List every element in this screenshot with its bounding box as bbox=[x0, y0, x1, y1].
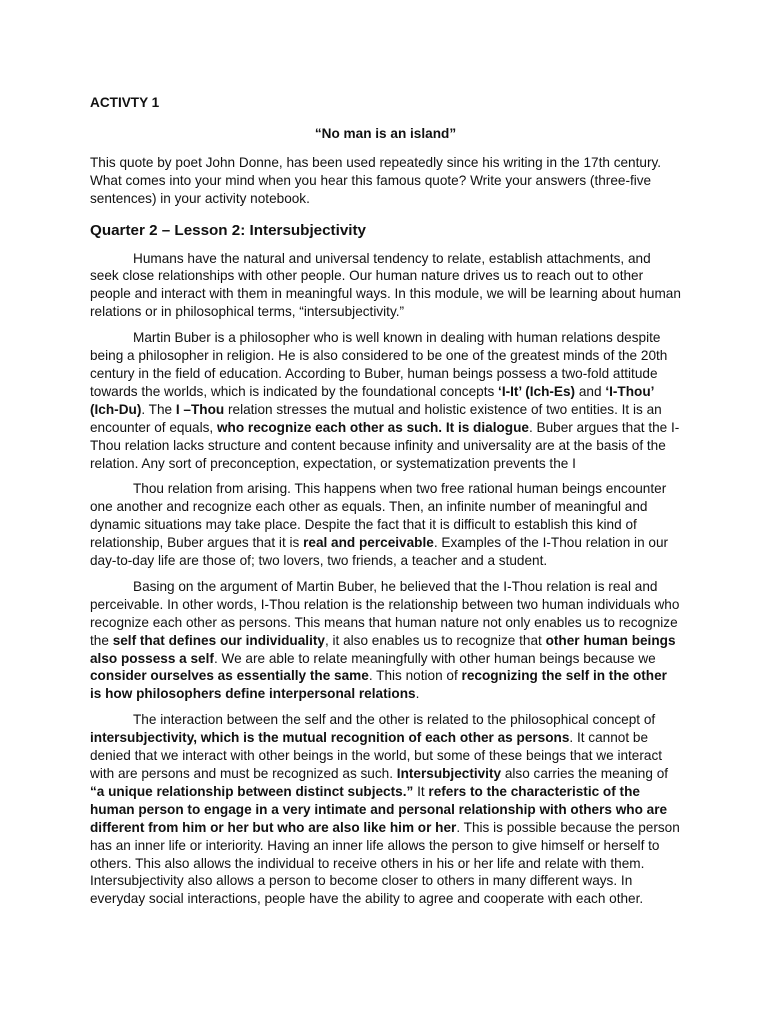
bold-text: Intersubjectivity bbox=[396, 766, 502, 781]
activity-title: ACTIVTY 1 bbox=[90, 95, 160, 110]
text-run: . bbox=[415, 686, 420, 702]
document-body bbox=[90, 94, 681, 908]
bold-text: recognizing the self in the other is how philosophers define interpersonal relations bbox=[90, 668, 667, 702]
bold-text: refers to the characteristic of the human person to engage in a very intimate and personal relationship with others who are different from him or her but who are also like him or her bbox=[90, 783, 668, 835]
body-paragraph bbox=[90, 329, 681, 472]
activity-instructions: This quote by poet John Donne, has been used repeatedly since his writing in the 17th century. What comes into your mind when you hear this famous quote? Write your answers (three-five sentences) in your activity notebook. bbox=[90, 154, 662, 206]
text-run: . It cannot be denied that we interact with other beings in the world, but some of these beings that we interact with are persons and must be recognized as such. bbox=[90, 730, 663, 781]
bold-text: consider ourselves as essentially the same bbox=[90, 668, 369, 684]
text-run: . Buber argues that the I-Thou relation lacks structure and content because infinity and universality are at the basis of the relation. Any sort of preconception, expectation, or systematization prevents the I bbox=[90, 419, 680, 471]
text-run: relation stresses the mutual and holistic existence of two entities. It is an encounter of equals, bbox=[90, 401, 662, 435]
body-paragraph bbox=[90, 711, 681, 908]
text-run: The interaction between the self and the other is related to the philosophical concept of bbox=[133, 712, 656, 728]
body-paragraph bbox=[90, 480, 681, 570]
text-run: also carries the meaning of bbox=[501, 766, 669, 781]
text-run: . Examples of the I-Thou relation in our day-to-day life are those of; two lovers, two friends, a teacher and a student. bbox=[90, 535, 669, 569]
text-run: Basing on the argument of Martin Buber, he believed that the I-Thou relation is real and perceivable. In other words, I-Thou relation is the relationship between two human individuals who recognize each other as persons. This means that human nature not only enables us to recognize the bbox=[90, 578, 680, 648]
text-run: Humans have the natural and universal tendency to relate, establish attachments, and seek close relationships with other people. Our human nature drives us to reach out to other people and interact with them in meaningful ways. In this module, we will be learning about human relations or in philosophical terms, “intersubjectivity.” bbox=[90, 250, 681, 320]
text-run: . This notion of bbox=[368, 668, 462, 684]
bold-text: ‘I-It’ (Ich-Es) bbox=[498, 383, 576, 399]
bold-text: ‘I-Thou’ (Ich-Du) bbox=[90, 383, 654, 417]
text-run: Martin Buber is a philosopher who is well known in dealing with human relations despite being a philosopher in religion. He is also considered to be one of the greatest minds of the 20th century in the field of education. According to Buber, human beings possess a two-fold attitude towards the worlds, which is indicated by the foundational concepts bbox=[90, 330, 668, 399]
lesson-heading: Quarter 2 – Lesson 2: Intersubjectivity bbox=[90, 221, 367, 239]
bold-text: “a unique relationship between distinct subjects.” bbox=[90, 783, 414, 799]
bold-text: who recognize each other as such. It is dialogue bbox=[216, 419, 529, 435]
bold-text: other human beings also possess a self bbox=[90, 632, 676, 666]
quote-title: “No man is an island” bbox=[314, 125, 457, 141]
body-paragraph bbox=[90, 250, 681, 322]
text-run: . We are able to relate meaningfully with other human beings because we bbox=[213, 650, 656, 666]
lesson-paragraphs bbox=[90, 250, 681, 909]
text-run: . This is possible because the person has an inner life or interiority. Having an inner life allows the person to give himself or herself to others. This also allows the individual to receive others in his or her life and relate with them. Intersubjectivity also allows a person to become closer to others in many different ways. In everyday social interactions, people have the ability to agree and cooperate with each other. bbox=[90, 819, 680, 907]
bold-text: self that defines our individuality bbox=[112, 632, 325, 648]
text-run: , it also enables us to recognize that bbox=[324, 632, 546, 648]
body-paragraph bbox=[90, 578, 681, 703]
text-run: . The bbox=[141, 401, 176, 417]
text-run: It bbox=[413, 783, 429, 799]
text-run: and bbox=[575, 383, 606, 399]
bold-text: real and perceivable bbox=[303, 535, 434, 551]
bold-text: intersubjectivity, which is the mutual recognition of each other as persons bbox=[90, 730, 570, 746]
text-run: Thou relation from arising. This happens when two free rational human beings encounter one another and recognize each other as equals. Then, an infinite number of meaningful and dynamic situations may take place. Despite the fact that it is difficult to establish this kind of relationship, Buber argues that it is bbox=[90, 481, 667, 551]
bold-text: I –Thou bbox=[175, 401, 225, 417]
